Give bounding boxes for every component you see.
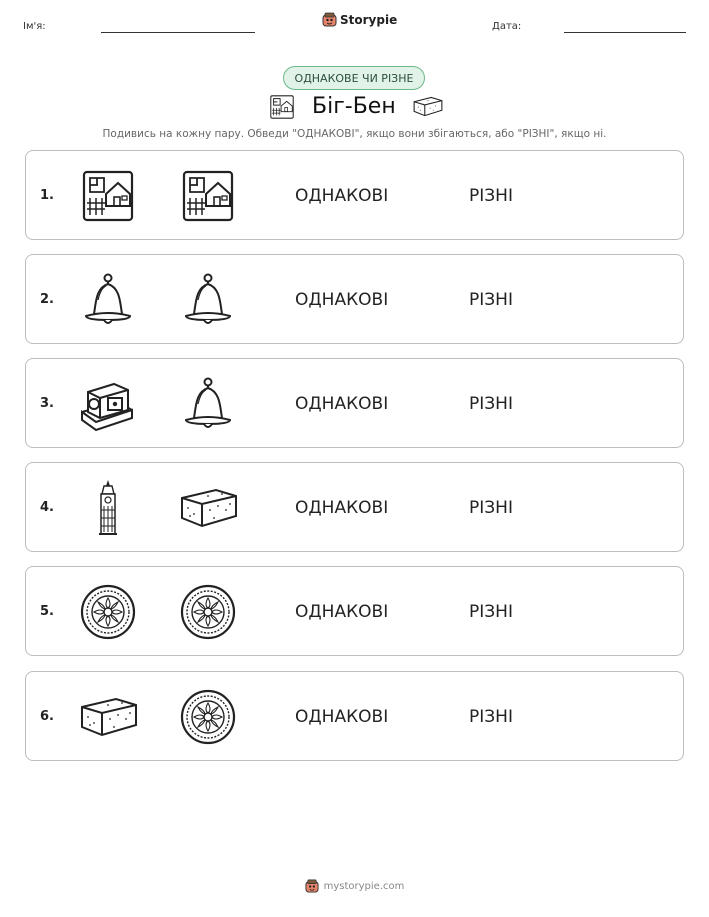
different-option[interactable]: РІЗНІ (469, 707, 513, 727)
pair-row-2 (25, 254, 684, 344)
tower-icon (78, 480, 138, 536)
floor-plan-icon (178, 168, 238, 224)
clock-face-icon (78, 584, 138, 640)
brand-logo (322, 12, 397, 27)
different-option[interactable]: РІЗНІ (469, 394, 513, 414)
brick-icon (78, 689, 138, 745)
pair-row-3 (25, 358, 684, 448)
brick-icon (178, 480, 238, 536)
worksheet-type-badge: ОДНАКОВЕ ЧИ РІЗНЕ (283, 66, 425, 90)
same-option[interactable]: ОДНАКОВІ (295, 290, 389, 310)
same-option[interactable]: ОДНАКОВІ (295, 602, 389, 622)
row-number: 5. (40, 604, 54, 619)
clock-face-icon (178, 584, 238, 640)
row-number: 3. (40, 396, 54, 411)
brand-name: Storypie (340, 12, 398, 27)
block-icon (78, 376, 138, 432)
date-field-line[interactable] (564, 32, 686, 33)
same-option[interactable]: ОДНАКОВІ (295, 707, 389, 727)
different-option[interactable]: РІЗНІ (469, 186, 513, 206)
same-option[interactable]: ОДНАКОВІ (295, 394, 389, 414)
pair-row-5 (25, 566, 684, 656)
bell-icon (78, 272, 138, 328)
pair-row-6 (25, 671, 684, 761)
date-label: Дата: (492, 21, 522, 32)
clock-face-icon (178, 689, 238, 745)
brick-icon (412, 94, 444, 118)
different-option[interactable]: РІЗНІ (469, 602, 513, 622)
title-row (0, 92, 709, 124)
floor-plan-icon (78, 168, 138, 224)
row-number: 2. (40, 292, 54, 307)
bell-icon (178, 272, 238, 328)
floor-plan-icon (268, 92, 296, 122)
row-number: 4. (40, 500, 54, 515)
name-label: Ім'я: (23, 21, 46, 32)
different-option[interactable]: РІЗНІ (469, 290, 513, 310)
page-title: Біг-Бен (312, 94, 396, 119)
row-number: 1. (40, 188, 54, 203)
bell-icon (178, 376, 238, 432)
name-field-line[interactable] (101, 32, 255, 33)
row-number: 6. (40, 709, 54, 724)
storypie-mascot-icon (322, 12, 337, 27)
pair-row-4 (25, 462, 684, 552)
different-option[interactable]: РІЗНІ (469, 498, 513, 518)
storypie-mascot-icon (305, 879, 319, 893)
pair-row-1 (25, 150, 684, 240)
footer-link[interactable]: mystorypie.com (323, 880, 405, 892)
same-option[interactable]: ОДНАКОВІ (295, 498, 389, 518)
instructions: Подивись на кожну пару. Обведи "ОДНАКОВІ", якщо вони збігаються, або "РІЗНІ", якщо ні. (102, 128, 607, 140)
footer (0, 879, 709, 893)
same-option[interactable]: ОДНАКОВІ (295, 186, 389, 206)
worksheet-header (0, 0, 709, 50)
